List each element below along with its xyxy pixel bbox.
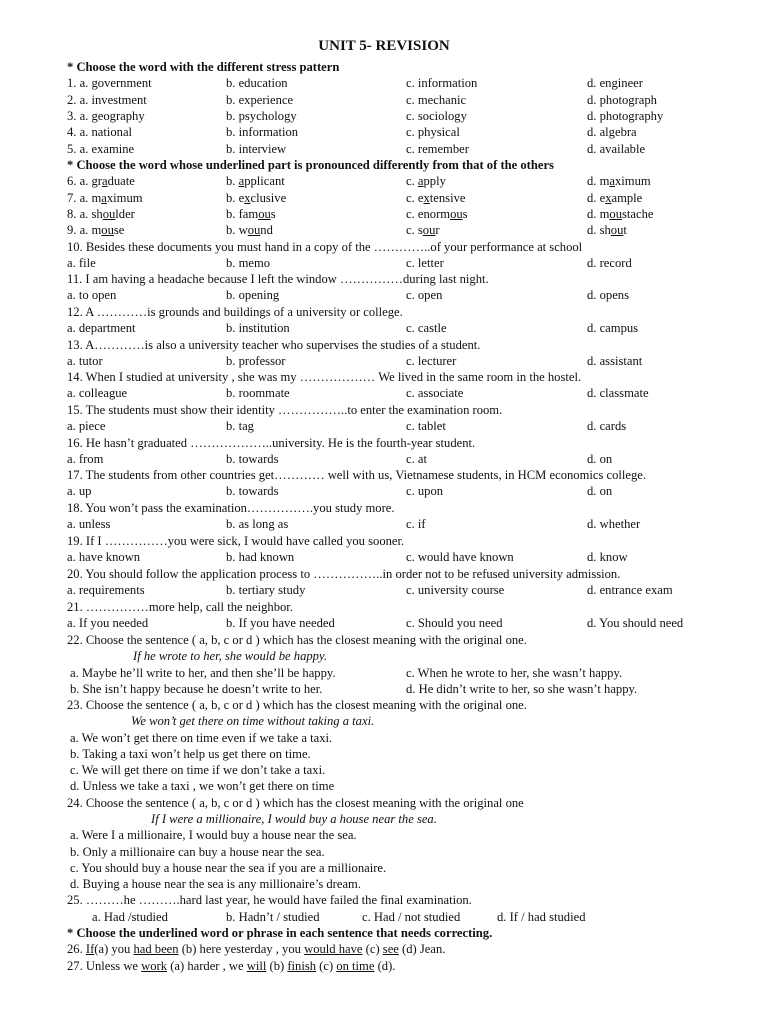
answer-option: d. engineer bbox=[587, 76, 643, 90]
answer-option: b. had known bbox=[226, 550, 295, 564]
question-text: 19. If I ……………you were sick, I would have called you sooner. bbox=[67, 534, 405, 548]
question-19 bbox=[0, 533, 768, 549]
answer-option: c. at bbox=[406, 452, 427, 466]
question-text: 14. When I studied at university , she was my ……………… We lived in the same room in the hostel. bbox=[67, 370, 582, 384]
answer-option: d. classmate bbox=[587, 386, 649, 400]
options-row bbox=[0, 549, 768, 565]
options-row-22a bbox=[0, 665, 768, 681]
question-text: 20. You should follow the application process to ……………..in order not to be refused university admission. bbox=[67, 567, 621, 581]
answer-option: c. Should you need bbox=[406, 616, 503, 630]
answer-option: d. on bbox=[587, 452, 613, 466]
answer-option: 8. a. shoulder bbox=[67, 207, 135, 221]
options-row-25 bbox=[0, 909, 768, 925]
answer-option: d. cards bbox=[587, 419, 627, 433]
answer-option: b. education bbox=[226, 76, 288, 90]
question-17 bbox=[0, 467, 768, 483]
section-heading-correction: * Choose the underlined word or phrase in each sentence that needs correcting. bbox=[67, 926, 493, 940]
answer-option: b. tertiary study bbox=[226, 583, 306, 597]
answer-option: c. enormous bbox=[406, 207, 468, 221]
options-row bbox=[0, 255, 768, 271]
answer-option: b. applicant bbox=[226, 174, 285, 188]
answer-option: c. letter bbox=[406, 256, 444, 270]
question-26 bbox=[0, 941, 768, 957]
answer-option: c. open bbox=[406, 288, 443, 302]
option-d: d. He didn’t write to her, so she wasn’t happy. bbox=[406, 682, 638, 696]
options-row bbox=[0, 615, 768, 631]
answer-option: d. know bbox=[587, 550, 628, 564]
answer-option: c. would have known bbox=[406, 550, 514, 564]
question-text: 17. The students from other countries get………… well with us, Vietnamese students, in HCM economics college. bbox=[67, 468, 647, 482]
answer-option: b. tag bbox=[226, 419, 254, 433]
question-16 bbox=[0, 435, 768, 451]
answer-option: d. on bbox=[587, 484, 613, 498]
answer-option: c. information bbox=[406, 76, 478, 90]
pronunciation-row bbox=[0, 190, 768, 206]
option-23d: d. Unless we take a taxi , we won’t get there on time bbox=[70, 779, 335, 793]
answer-option: b. towards bbox=[226, 484, 279, 498]
answer-option: c. if bbox=[406, 517, 426, 531]
answer-option: b. memo bbox=[226, 256, 271, 270]
question-text: 13. A…………is also a university teacher who supervises the studies of a student. bbox=[67, 338, 481, 352]
question-24: 24. Choose the sentence ( a, b, c or d ) which has the closest meaning with the original one bbox=[67, 796, 524, 810]
stress-row bbox=[0, 141, 768, 157]
answer-option: a. piece bbox=[67, 419, 106, 433]
question-27-text: 27. Unless we work (a) harder , we will (b) finish (c) on time (d). bbox=[67, 959, 396, 973]
answer-option: d. photograph bbox=[587, 93, 657, 107]
answer-option: b. institution bbox=[226, 321, 290, 335]
answer-option: d. available bbox=[587, 142, 646, 156]
question-text: 16. He hasn’t graduated ………………..university. He is the fourth-year student. bbox=[67, 436, 476, 450]
options-row bbox=[0, 516, 768, 532]
pronunciation-row bbox=[0, 173, 768, 189]
answer-option: a. have known bbox=[67, 550, 141, 564]
answer-option: d. assistant bbox=[587, 354, 643, 368]
question-text: 21. ……………more help, call the neighbor. bbox=[67, 600, 293, 614]
answer-option: a. requirements bbox=[67, 583, 145, 597]
options-row bbox=[0, 287, 768, 303]
answer-option: b. experience bbox=[226, 93, 294, 107]
question-text: 15. The students must show their identity ……………..to enter the examination room. bbox=[67, 403, 503, 417]
answer-option: d. campus bbox=[587, 321, 639, 335]
question-12 bbox=[0, 304, 768, 320]
answer-option: 9. a. mouse bbox=[67, 223, 125, 237]
option-23b: b. Taking a taxi won’t help us get there on time. bbox=[70, 747, 311, 761]
question-26-text: 26. If(a) you had been (b) here yesterday , you would have (c) see (d) Jean. bbox=[67, 942, 446, 956]
answer-option: b. interview bbox=[226, 142, 287, 156]
answer-option: a. colleague bbox=[67, 386, 128, 400]
answer-option: c. lecturer bbox=[406, 354, 457, 368]
options-row bbox=[0, 451, 768, 467]
answer-option: c. castle bbox=[406, 321, 447, 335]
pronunciation-row bbox=[0, 206, 768, 222]
stress-row bbox=[0, 92, 768, 108]
answer-option: 1. a. government bbox=[67, 76, 152, 90]
pronunciation-row bbox=[0, 222, 768, 238]
options-row bbox=[0, 582, 768, 598]
answer-option: 2. a. investment bbox=[67, 93, 147, 107]
question-15 bbox=[0, 402, 768, 418]
stress-row bbox=[0, 108, 768, 124]
answer-option: a. up bbox=[67, 484, 92, 498]
answer-option: b. opening bbox=[226, 288, 280, 302]
answer-option: b. exclusive bbox=[226, 191, 287, 205]
question-23: 23. Choose the sentence ( a, b, c or d ) which has the closest meaning with the original one. bbox=[67, 698, 527, 712]
answer-option: d. You should need bbox=[587, 616, 684, 630]
option-24c: c. You should buy a house near the sea if you are a millionaire. bbox=[70, 861, 387, 875]
option-a: a. Maybe he’ll write to her, and then she’ll be happy. bbox=[70, 666, 336, 680]
answer-option: c. remember bbox=[406, 142, 469, 156]
answer-option: c. sour bbox=[406, 223, 440, 237]
original-sentence-22: If he wrote to her, she would be happy. bbox=[133, 649, 328, 663]
original-sentence-23: We won’t get there on time without taking a taxi. bbox=[131, 714, 375, 728]
answer-option: a. unless bbox=[67, 517, 111, 531]
question-25: 25. ………he ……….hard last year, he would have failed the final examination. bbox=[67, 893, 472, 907]
option-d: d. If / had studied bbox=[497, 910, 586, 924]
page-title: UNIT 5- REVISION bbox=[318, 38, 450, 54]
answer-option: c. mechanic bbox=[406, 93, 467, 107]
option-24a: a. Were I a millionaire, I would buy a house near the sea. bbox=[70, 828, 357, 842]
answer-option: c. sociology bbox=[406, 109, 467, 123]
answer-option: 4. a. national bbox=[67, 125, 133, 139]
question-text: 12. A …………is grounds and buildings of a university or college. bbox=[67, 305, 403, 319]
question-22: 22. Choose the sentence ( a, b, c or d ) which has the closest meaning with the original one. bbox=[67, 633, 527, 647]
answer-option: 5. a. examine bbox=[67, 142, 135, 156]
answer-option: a. If you needed bbox=[67, 616, 149, 630]
answer-option: d. moustache bbox=[587, 207, 654, 221]
answer-option: c. upon bbox=[406, 484, 444, 498]
answer-option: b. information bbox=[226, 125, 299, 139]
question-text: 18. You won’t pass the examination…………….you study more. bbox=[67, 501, 395, 515]
question-21 bbox=[0, 599, 768, 615]
answer-option: a. from bbox=[67, 452, 104, 466]
original-sentence-24: If I were a millionaire, I would buy a house near the sea. bbox=[151, 812, 437, 826]
question-text: 10. Besides these documents you must hand in a copy of the …………..of your performance at school bbox=[67, 240, 583, 254]
question-13 bbox=[0, 337, 768, 353]
question-14 bbox=[0, 369, 768, 385]
question-text: 11. I am having a headache because I left the window ……………during last night. bbox=[67, 272, 489, 286]
option-c: c. Had / not studied bbox=[362, 910, 461, 924]
answer-option: d. maximum bbox=[587, 174, 651, 188]
question-18 bbox=[0, 500, 768, 516]
answer-option: b. If you have needed bbox=[226, 616, 335, 630]
answer-option: a. department bbox=[67, 321, 136, 335]
answer-option: a. to open bbox=[67, 288, 117, 302]
answer-option: d. example bbox=[587, 191, 643, 205]
options-row bbox=[0, 385, 768, 401]
answer-option: c. physical bbox=[406, 125, 460, 139]
question-10 bbox=[0, 239, 768, 255]
answer-option: 3. a. geography bbox=[67, 109, 145, 123]
options-row bbox=[0, 353, 768, 369]
answer-option: c. extensive bbox=[406, 191, 466, 205]
answer-option: d. whether bbox=[587, 517, 641, 531]
answer-option: a. file bbox=[67, 256, 96, 270]
option-b: b. Hadn’t / studied bbox=[226, 910, 320, 924]
options-row bbox=[0, 418, 768, 434]
stress-row bbox=[0, 75, 768, 91]
answer-option: b. wound bbox=[226, 223, 273, 237]
option-a: a. Had /studied bbox=[92, 910, 168, 924]
answer-option: b. towards bbox=[226, 452, 279, 466]
section-heading-pronunciation: * Choose the word whose underlined part is pronounced differently from that of the others bbox=[67, 158, 554, 172]
stress-row bbox=[0, 124, 768, 140]
options-row-22b bbox=[0, 681, 768, 697]
question-11 bbox=[0, 271, 768, 287]
answer-option: d. opens bbox=[587, 288, 629, 302]
question-20 bbox=[0, 566, 768, 582]
option-23c: c. We will get there on time if we don’t take a taxi. bbox=[70, 763, 326, 777]
answer-option: a. tutor bbox=[67, 354, 103, 368]
answer-option: b. famous bbox=[226, 207, 276, 221]
answer-option: b. as long as bbox=[226, 517, 289, 531]
answer-option: b. professor bbox=[226, 354, 286, 368]
section-heading-stress: * Choose the word with the different stress pattern bbox=[67, 60, 340, 74]
options-row bbox=[0, 483, 768, 499]
option-24b: b. Only a millionaire can buy a house near the sea. bbox=[70, 845, 325, 859]
option-24d: d. Buying a house near the sea is any millionaire’s dream. bbox=[70, 877, 361, 891]
answer-option: d. photography bbox=[587, 109, 664, 123]
answer-option: d. algebra bbox=[587, 125, 637, 139]
option-23a: a. We won’t get there on time even if we take a taxi. bbox=[70, 731, 333, 745]
answer-option: c. university course bbox=[406, 583, 505, 597]
answer-option: b. psychology bbox=[226, 109, 297, 123]
answer-option: c. apply bbox=[406, 174, 446, 188]
option-c: c. When he wrote to her, she wasn’t happy. bbox=[406, 666, 623, 680]
answer-option: d. entrance exam bbox=[587, 583, 673, 597]
answer-option: b. roommate bbox=[226, 386, 290, 400]
option-b: b. She isn’t happy because he doesn’t write to her. bbox=[70, 682, 323, 696]
answer-option: c. associate bbox=[406, 386, 464, 400]
answer-option: 7. a. maximum bbox=[67, 191, 143, 205]
answer-option: d. record bbox=[587, 256, 632, 270]
options-row bbox=[0, 320, 768, 336]
answer-option: d. shout bbox=[587, 223, 627, 237]
answer-option: c. tablet bbox=[406, 419, 446, 433]
question-27 bbox=[0, 958, 768, 974]
answer-option: 6. a. graduate bbox=[67, 174, 135, 188]
